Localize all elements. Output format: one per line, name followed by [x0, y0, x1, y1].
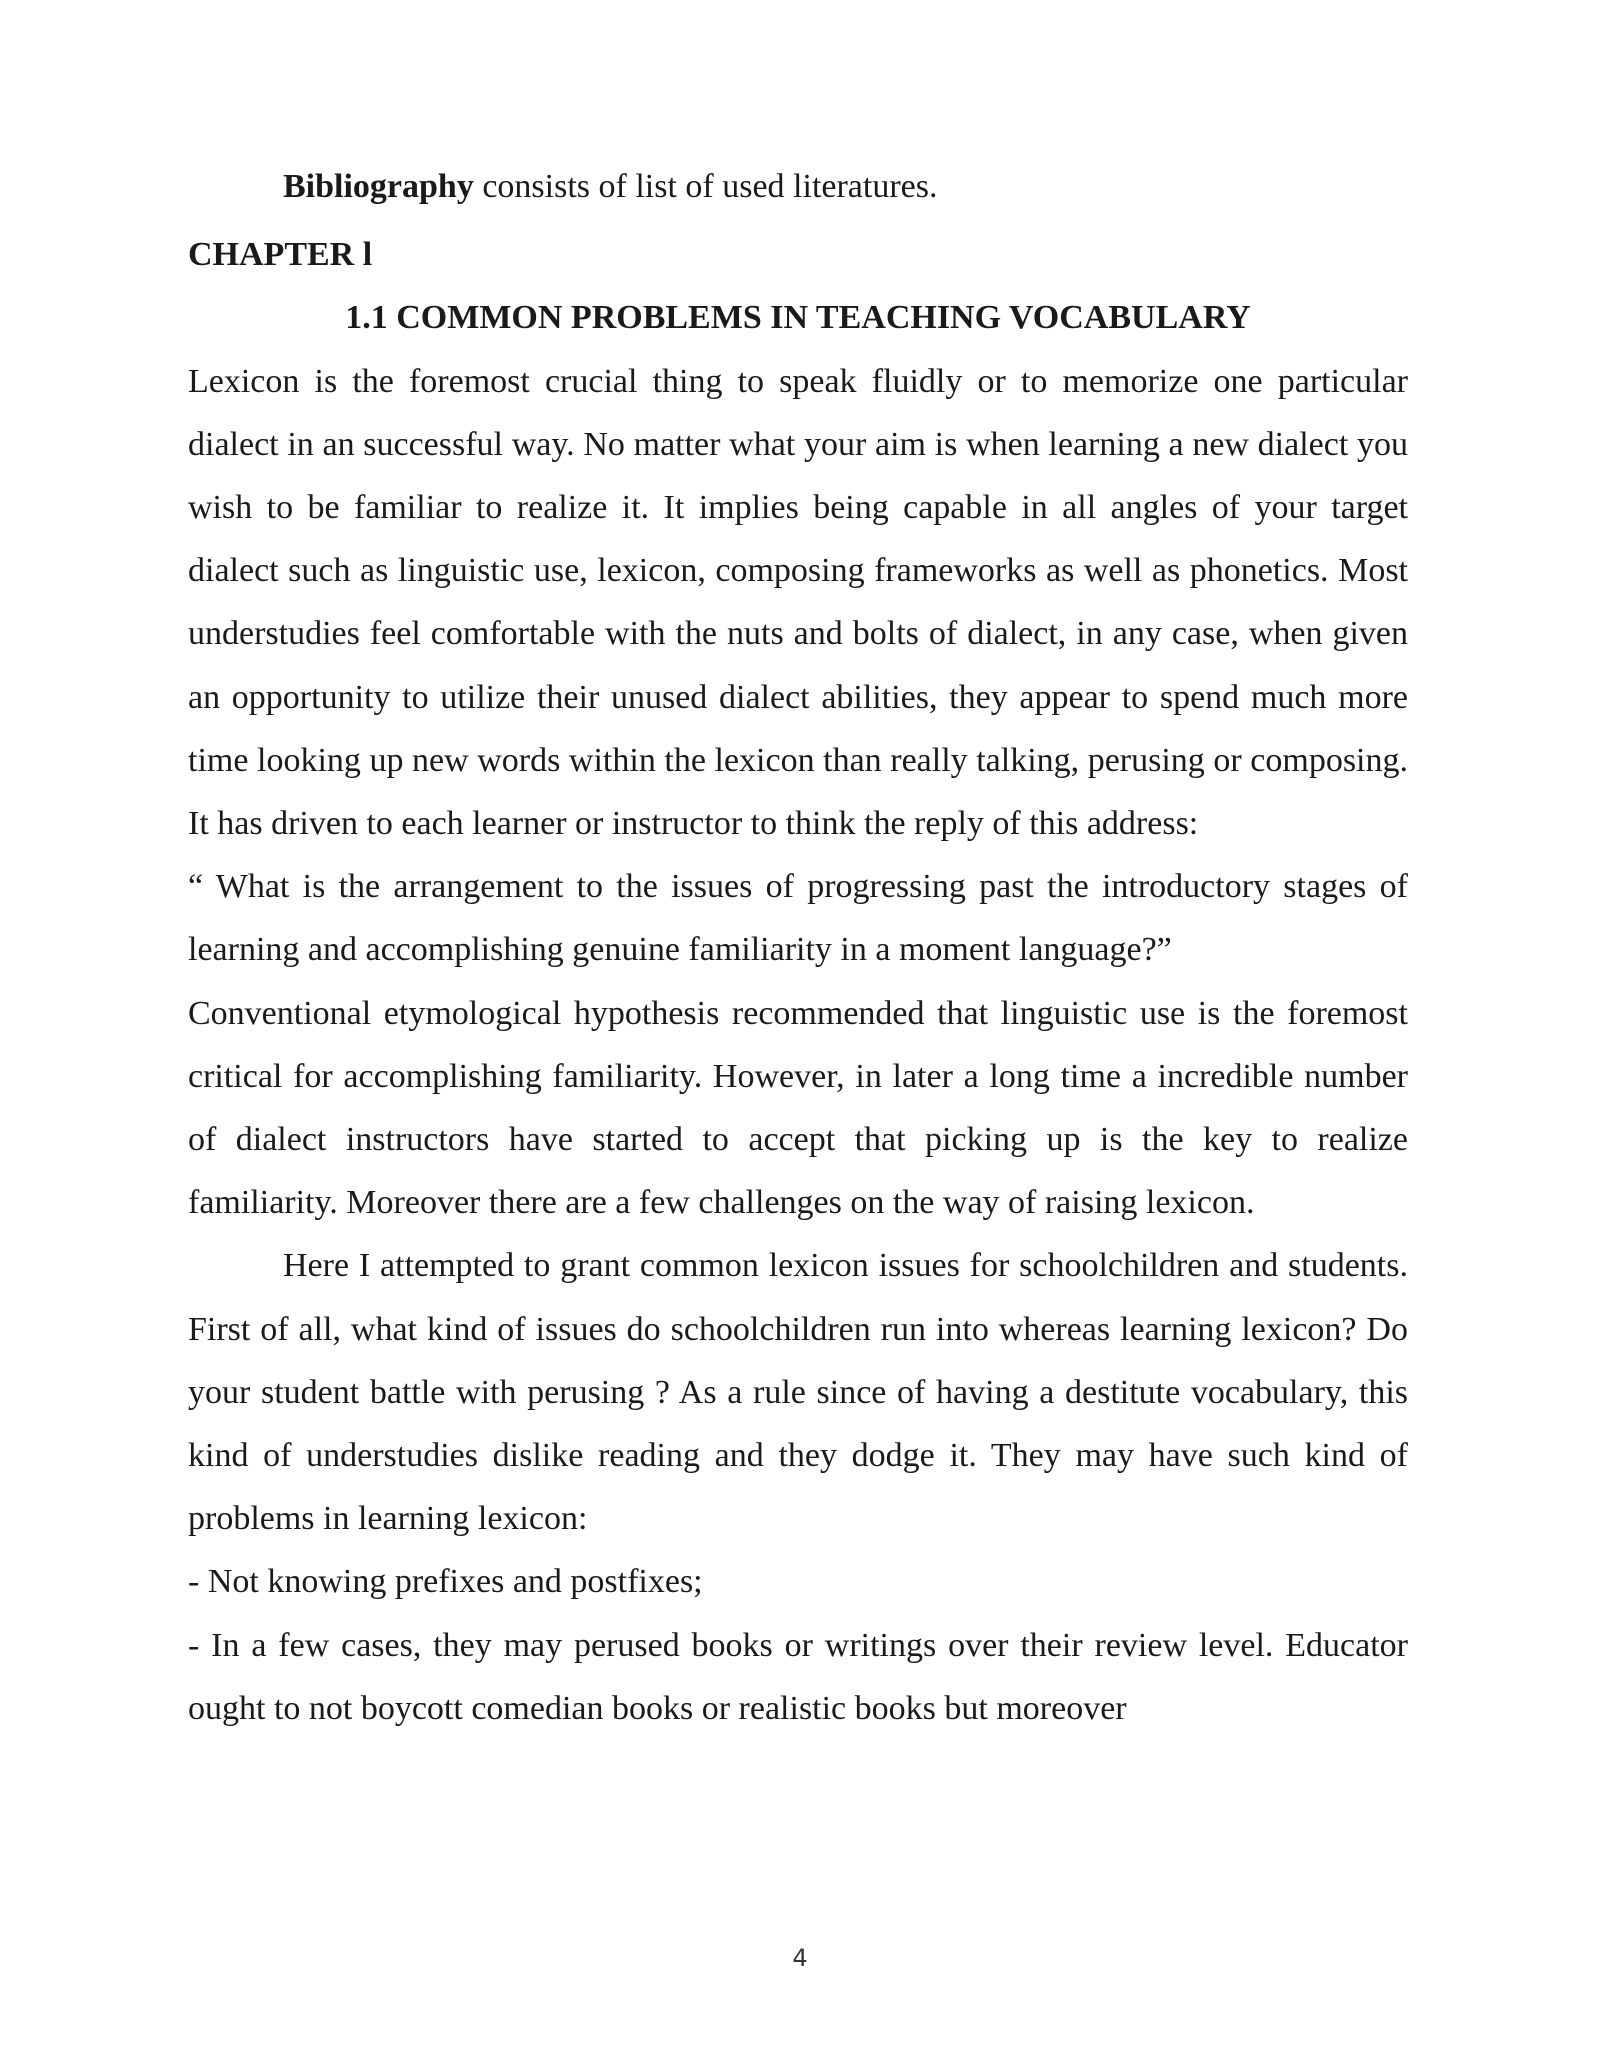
section-heading: 1.1 COMMON PROBLEMS IN TEACHING VOCABULARY [345, 299, 1251, 337]
bibliography-line [188, 155, 1408, 218]
paragraph-lexicon-intro: Lexicon is the foremost crucial thing to speak fluidly or to memorize one particular dialect in an successful way. No matter what your aim is when learning a new dialect you wish to be familiar to realize it. It implies being capable in all angles of your target dialect such as linguistic use, lexicon, composing frameworks as well as phonetics. Most understudies feel comfortable with the nuts and bolts of dialect, in any case, when given an opportunity to utilize their unused dialect abilities, they appear to spend much more time looking up new words within the lexicon than really talking, perusing or composing. It has driven to each learner or instructor to think the reply of this address: [188, 362, 1408, 843]
bibliography-term: Bibliography [283, 168, 474, 205]
quoted-question: “ What is the arrangement to the issues of progressing past the introductory stages of learning and accomplishing genuine familiarity in a moment language?” [188, 868, 1408, 969]
list-item-prefixes: - Not knowing prefixes and postfixes; [188, 1563, 703, 1601]
paragraph-common-issues: Here I attempted to grant common lexicon issues for schoolchildren and students. First of all, what kind of issues do schoolchildren run into whereas learning lexicon? Do your student battle with perusing ? As a rule since of having a destitute vocabulary, this kind of understudies dislike reading and they dodge it. They may have such kind of problems in learning lexicon: [188, 1247, 1408, 1538]
list-item-reading-level: - In a few cases, they may perused books or writings over their review level. Educator ought to not boycott comedian books or realistic books but moreover [188, 1626, 1408, 1727]
paragraph-conventional-hypothesis: Conventional etymological hypothesis recommended that linguistic use is the foremost critical for accomplishing familiarity. However, in later a long time a incredible number of dialect instructors have started to accept that picking up is the key to realize familiarity. Moreover there are a few challenges on the way of raising lexicon. [188, 994, 1408, 1222]
bibliography-description: consists of list of used literatures. [473, 168, 938, 205]
page-number: 4 [792, 1944, 808, 1972]
page-body [188, 155, 1408, 1740]
chapter-heading: CHAPTER l [188, 236, 373, 274]
